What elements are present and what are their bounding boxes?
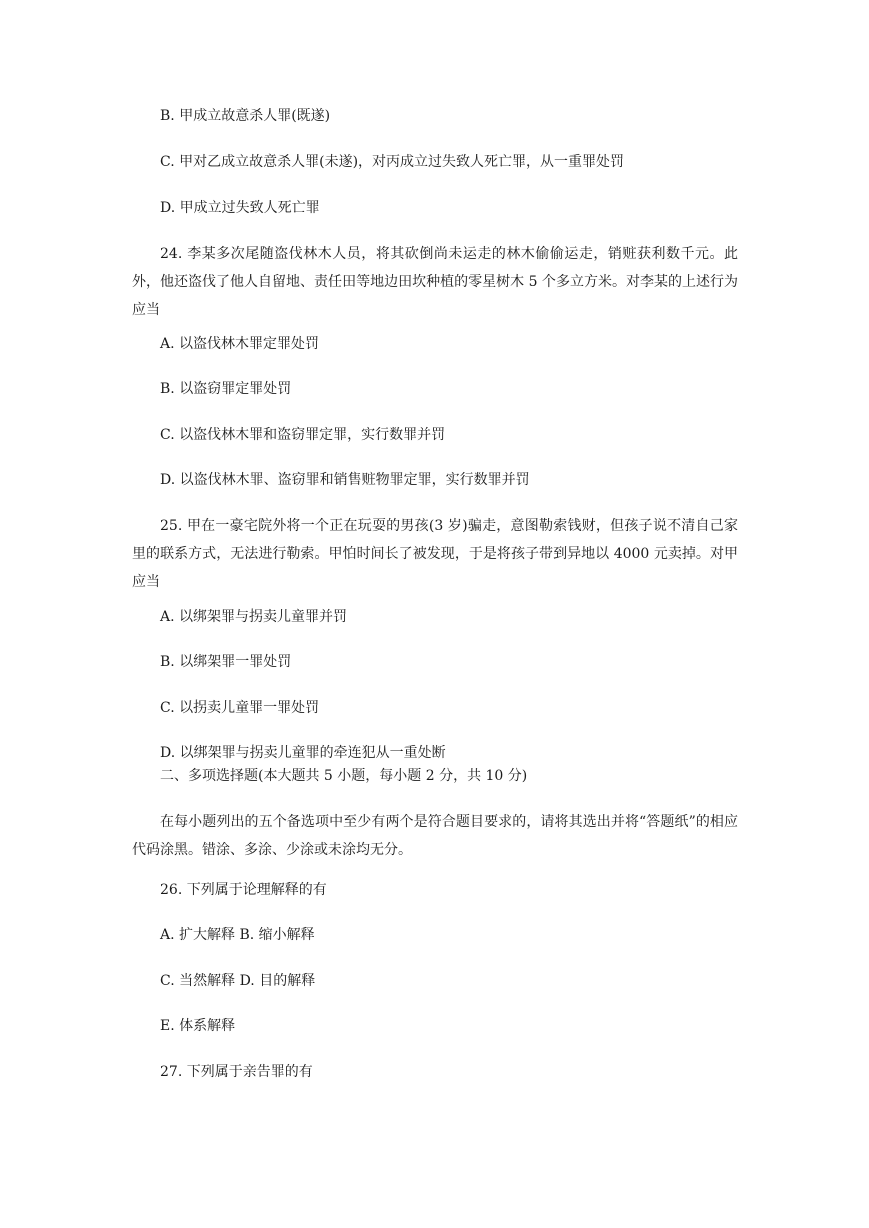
q24-stem: 24. 李某多次尾随盗伐林木人员，将其砍倒尚未运走的林木偷偷运走，销赃获利数千元。此外，他还盗伐了他人自留地、责任田等地边田坎种植的零星树木 5 个多立方米。对李某的上述行为应当 <box>132 246 738 318</box>
q23-option-c: C. 甲对乙成立故意杀人罪(未遂)，对丙成立过失致人死亡罪，从一重罪处罚 <box>160 154 625 170</box>
q26-stem: 26. 下列属于论理解释的有 <box>160 882 327 898</box>
q25-option-c: C. 以拐卖儿童罪一罪处罚 <box>160 700 320 716</box>
q27-stem: 27. 下列属于亲告罪的有 <box>160 1064 313 1080</box>
q23-option-d: D. 甲成立过失致人死亡罪 <box>160 200 320 216</box>
q23-option-b: B. 甲成立故意杀人罪(既遂) <box>160 108 331 124</box>
q24-option-b: B. 以盗窃罪定罪处罚 <box>160 381 292 397</box>
q25-option-a: A. 以绑架罪与拐卖儿童罪并罚 <box>160 609 348 625</box>
q24-option-c: C. 以盗伐林木罪和盗窃罪定罪，实行数罪并罚 <box>160 427 446 443</box>
section2-instructions: 在每小题列出的五个备选项中至少有两个是符合题目要求的，请将其选出并将“答题纸”的相应代码涂黑。错涂、多涂、少涂或未涂均无分。 <box>132 814 738 858</box>
q24-option-a: A. 以盗伐林木罪定罪处罚 <box>160 336 320 352</box>
q25-option-b: B. 以绑架罪一罪处罚 <box>160 654 292 670</box>
q24-option-d: D. 以盗伐林木罪、盗窃罪和销售赃物罪定罪，实行数罪并罚 <box>160 472 530 488</box>
q26-options-ab: A. 扩大解释 B. 缩小解释 <box>160 927 315 943</box>
q25-option-d: D. 以绑架罪与拐卖儿童罪的牵连犯从一重处断 <box>160 745 446 761</box>
q26-options-cd: C. 当然解释 D. 目的解释 <box>160 973 316 989</box>
section2-title: 二、多项选择题(本大题共 5 小题，每小题 2 分，共 10 分) <box>160 768 528 784</box>
q25-stem: 25. 甲在一豪宅院外将一个正在玩耍的男孩(3 岁)骗走，意图勒索钱财，但孩子说不清自己家里的联系方式，无法进行勒索。甲怕时间长了被发现，于是将孩子带到异地以 4000 元卖掉。对甲应当 <box>132 518 738 590</box>
q26-option-e: E. 体系解释 <box>160 1018 236 1034</box>
